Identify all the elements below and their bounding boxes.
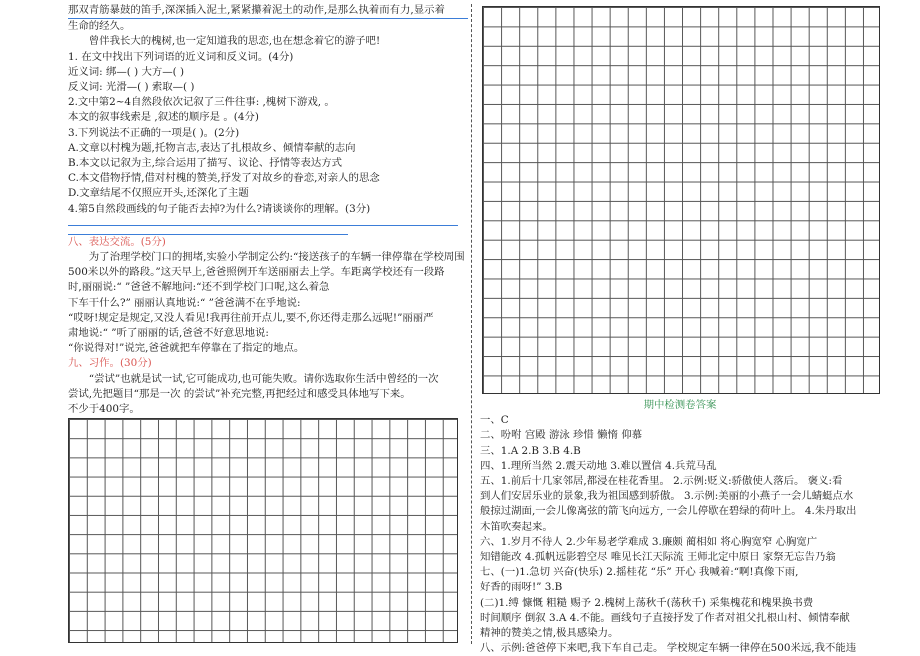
question-2: 2.文中第2~4自然段依次记叙了三件往事: ,槐树下游戏, 。 — [68, 96, 335, 109]
section-9-title: 九、习作。(30分) — [68, 357, 152, 370]
answer-line[interactable] — [68, 226, 348, 235]
section-8-line: 时,丽丽说:“ ”爸爸不解地问:“还不到学校门口呢,这么着急 — [68, 281, 330, 294]
column-divider — [471, 4, 472, 644]
answer-line: 木笛吹奏起来。 — [480, 520, 553, 533]
writing-grid-left[interactable] — [68, 418, 458, 643]
antonyms-row: 反义词: 光滑—( ) 索取—( ) — [68, 81, 195, 94]
section-9-line: 尝试,先把题目“那是一次 的尝试”补充完整,再把经过和感受具体地写下来。 — [68, 387, 411, 400]
answer-line: (二)1.缚 慷慨 粗糙 赐予 2.槐树上荡秋千(荡秋千) 采集槐花和槐果换书费 — [480, 596, 814, 609]
synonyms-row: 近义词: 绑—( ) 大方—( ) — [68, 65, 185, 78]
question-3: 3.下列说法不正确的一项是( )。(2分) — [68, 126, 240, 139]
question-2-cont: 本文的叙事线索是 ,叙述的顺序是 。(4分) — [68, 111, 259, 124]
answer-line: 八、示例:爸爸停下来吧,我下车自己走。 学校规定车辆一律停在500米远,我不能违 — [480, 642, 857, 655]
option-c: C.本文借物抒情,借对村槐的赞美,抒发了对故乡的眷恋,对亲人的思念 — [68, 172, 380, 185]
answer-line: 四、1.理所当然 2.震天动地 3.难以置信 4.兵荒马乱 — [480, 459, 717, 472]
answer-line: 一、C — [480, 414, 509, 427]
answer-line: 六、1.岁月不待人 2.少年易老学难成 3.廉颇 蔺相如 将心胸宽窄 心胸宽广 — [480, 535, 818, 548]
answer-line: 时间顺序 倒叙 3.A 4.不能。画线句子直接抒发了作者对祖父扎根山村、倾情奉献 — [480, 611, 850, 624]
section-9-line: 不少于400字。 — [68, 403, 140, 416]
writing-grid-right[interactable] — [482, 6, 880, 394]
option-b: B.本文以记叙为主,综合运用了描写、议论、抒情等表达方式 — [68, 157, 343, 170]
section-8-line: 肃地说:“ ”听了丽丽的话,爸爸不好意思地说: — [68, 327, 269, 340]
answer-line: 二、吩咐 宫殿 游泳 珍惜 懒惰 仰慕 — [480, 429, 642, 442]
answer-line: 三、1.A 2.B 3.B 4.B — [480, 444, 581, 457]
left-column — [68, 0, 468, 417]
question-4: 4.第5自然段画线的句子能否去掉?为什么?请谈谈你的理解。(3分) — [68, 202, 371, 215]
passage-line: 曾伴我长大的槐树,也一定知道我的思恋,也在想念着它的游子吧! — [88, 35, 381, 48]
answer-line: 七、(一)1.急切 兴奋(快乐) 2.摇桂花 “乐” 开心 我喊着:“啊!真像下雨, — [480, 566, 799, 579]
section-8-title: 八、表达交流。(5分) — [68, 235, 166, 248]
answer-line: 般掠过湖面,一会儿像离弦的箭飞向远方, 一会儿停歇在碧绿的荷叶上。 4.朱丹取出 — [480, 505, 857, 518]
passage-line: 那双青筋暴鼓的笛手,深深插入泥土,紧紧攥着泥土的动作,是那么执着而有力,显示着 — [68, 3, 468, 19]
section-8-line: 下车干什么?” 丽丽认真地说:“ ”爸爸满不在乎地说: — [68, 296, 301, 309]
answer-key-title: 期中检测卷答案 — [643, 399, 717, 411]
answer-line: 五、1.前后十几家邻居,都浸在桂花香里。 2.示例:贬义:骄傲使人落后。 褒义:看 — [480, 475, 843, 488]
passage-line: 生命的经久。 — [68, 20, 131, 33]
section-8-line: 500米以外的路段。”这天早上,爸爸照例开车送丽丽去上学。车距离学校还有一段路 — [68, 266, 445, 279]
answer-line: 知错能改 4.孤帆远影碧空尽 唯见长江天际流 王师北定中原日 家祭无忘告乃翁 — [480, 551, 836, 564]
section-8-line: “哎呀!规定是规定,又没人看见!我再往前开点儿,要不,你还得走那么远呢!”丽丽严 — [68, 311, 434, 324]
section-8-line: “你说得对!”说完,爸爸就把车停靠在了指定的地点。 — [68, 342, 305, 355]
option-a: A.文章以村槐为题,托物言志,表达了扎根故乡、倾情奉献的志向 — [68, 141, 356, 154]
answer-line: 精神的赞美之情,极具感染力。 — [480, 627, 619, 640]
answer-key — [480, 398, 880, 656]
answer-line: 好香的雨呀!” 3.B — [480, 581, 563, 594]
section-9-line: “尝试”也就是试一试,它可能成功,也可能失败。请你选取你生活中曾经的一次 — [88, 372, 439, 385]
option-d: D.文章结尾不仅照应开头,还深化了主题 — [68, 187, 249, 200]
question-1: 1. 在文中找出下列词语的近义词和反义词。(4分) — [68, 50, 294, 63]
section-8-line: 为了治理学校门口的拥堵,实验小学制定公约:“接送孩子的车辆一律停靠在学校周围 — [88, 251, 465, 264]
answer-line: 到人们安居乐业的景象,我为祖国感到骄傲。 3.示例:美丽的小燕子一会儿蜻蜓点水 — [480, 490, 854, 503]
answer-line[interactable] — [68, 217, 458, 226]
